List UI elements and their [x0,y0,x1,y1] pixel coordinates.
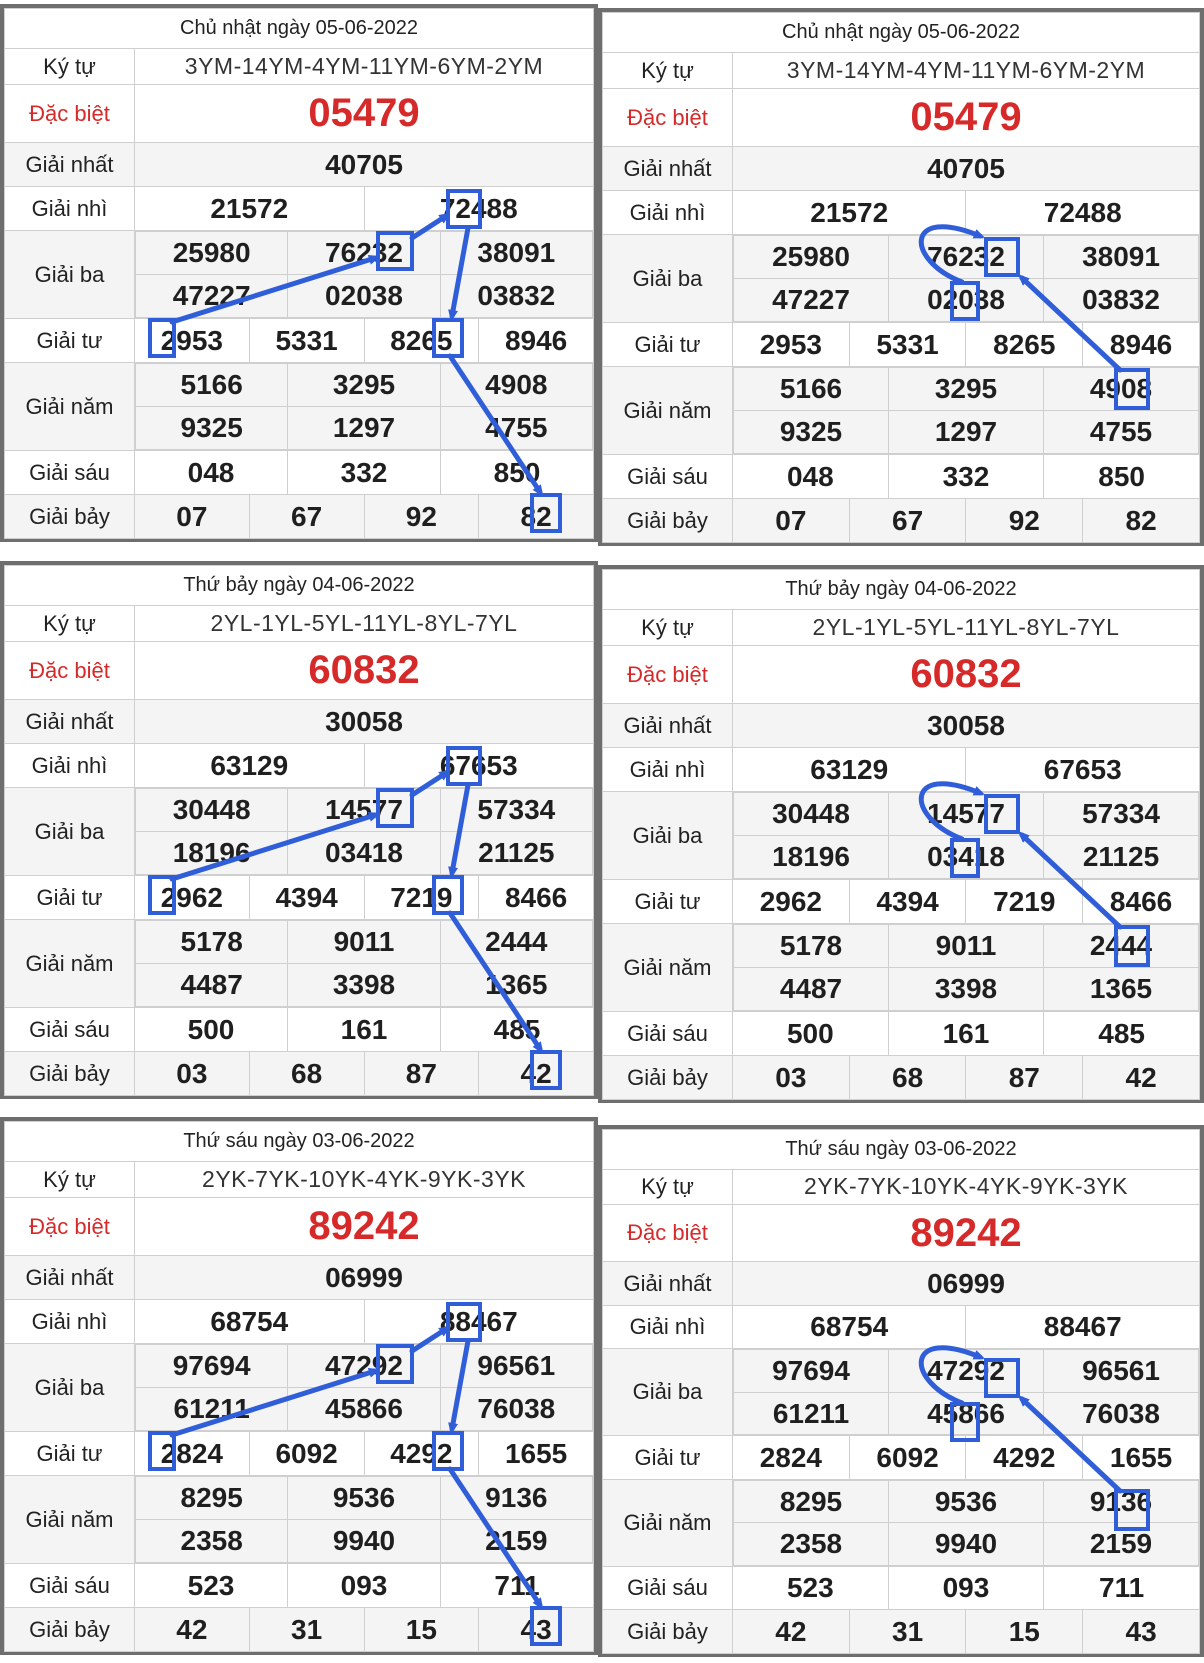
row-label: Đặc biệt [603,1205,733,1262]
prize-number: 61211 [136,1388,288,1431]
prize-number: 72488 [364,187,594,231]
prize-number: 4487 [136,964,288,1007]
row-label: Giải bảy [603,1610,733,1654]
prize-number: 42 [135,1608,250,1652]
prize-number: 30058 [733,704,1200,748]
prize-number: 523 [733,1566,889,1610]
row-label: Giải nhì [603,1305,733,1349]
prize-number: 57334 [440,789,592,832]
prize-group [733,367,1200,455]
row-label: Đặc biệt [5,642,135,700]
prize-number: 2159 [1044,1523,1199,1566]
result-table-right-3 [598,1125,1204,1657]
row-label: Giải nhất [603,704,733,748]
prize-number: 9940 [288,1520,440,1563]
prize-number: 9325 [734,411,889,454]
row-label: Giải nhất [603,1262,733,1306]
prize-number: 500 [733,1012,889,1056]
prize-number: 31 [849,1610,966,1654]
row-label: Giải ba [5,1344,135,1432]
prize-number: 43 [1083,1610,1200,1654]
prize-number: 523 [135,1564,288,1608]
kytu-value: 2YK-7YK-10YK-4YK-9YK-3YK [135,1162,594,1198]
prize-number: 45866 [288,1388,440,1431]
prize-number: 15 [966,1610,1083,1654]
prize-number: 9325 [136,407,288,450]
prize-number: 06999 [135,1256,594,1300]
prize-number: 2159 [440,1520,592,1563]
row-label: Ký tự [5,606,135,642]
row-label: Giải nhất [5,1256,135,1300]
row-label: Giải nhì [5,1300,135,1344]
prize-number: 3295 [288,364,440,407]
special-prize-number: 05479 [135,85,594,143]
prize-number: 67653 [966,748,1200,792]
prize-number: 03418 [288,832,440,875]
prize-number: 03832 [1044,279,1199,322]
prize-number: 57334 [1044,793,1199,836]
date-header: Thứ sáu ngày 03-06-2022 [603,1130,1200,1170]
prize-number: 4755 [440,407,592,450]
prize-number: 9536 [288,1477,440,1520]
row-label: Giải nhì [5,744,135,788]
prize-number: 07 [733,499,850,543]
prize-number: 88467 [364,1300,594,1344]
result-table-right-2 [598,565,1204,1103]
prize-number: 7219 [966,880,1083,924]
prize-number: 68 [249,1052,364,1096]
prize-group [135,920,594,1008]
prize-number: 2358 [734,1523,889,1566]
prize-number: 2824 [733,1436,850,1480]
row-label: Ký tự [5,1162,135,1198]
prize-number: 3398 [889,968,1044,1011]
prize-number: 9536 [889,1480,1044,1523]
prize-number: 97694 [136,1345,288,1388]
prize-number: 4394 [849,880,966,924]
date-header: Thứ bảy ngày 04-06-2022 [5,566,594,606]
prize-number: 4487 [734,968,889,1011]
prize-number: 8295 [734,1480,889,1523]
prize-number: 500 [135,1008,288,1052]
row-label: Giải bảy [5,495,135,539]
prize-number: 1365 [440,964,592,1007]
row-label: Giải năm [5,363,135,451]
prize-number: 8295 [136,1477,288,1520]
result-table-left-3 [0,1117,598,1655]
prize-number: 61211 [734,1392,889,1435]
prize-number: 18196 [136,832,288,875]
prize-number: 332 [288,451,441,495]
prize-number: 8466 [479,876,594,920]
row-label: Giải sáu [603,1566,733,1610]
row-label: Giải tư [5,876,135,920]
prize-number: 485 [441,1008,594,1052]
prize-number: 1365 [1044,968,1199,1011]
prize-number: 5166 [734,368,889,411]
prize-number: 6092 [249,1432,364,1476]
prize-number: 8946 [479,319,594,363]
date-header: Chủ nhật ngày 05-06-2022 [603,13,1200,53]
prize-number: 14577 [889,793,1044,836]
prize-number: 47292 [889,1350,1044,1393]
row-label: Giải tư [603,880,733,924]
prize-group [135,788,594,876]
prize-number: 850 [1044,455,1200,499]
prize-number: 3398 [288,964,440,1007]
row-label: Giải sáu [5,451,135,495]
prize-number: 711 [441,1564,594,1608]
prize-number: 87 [364,1052,479,1096]
prize-number: 68754 [135,1300,365,1344]
prize-number: 4908 [440,364,592,407]
date-header: Thứ bảy ngày 04-06-2022 [603,570,1200,610]
prize-number: 67653 [364,744,594,788]
row-label: Giải sáu [603,455,733,499]
prize-number: 30058 [135,700,594,744]
prize-number: 3295 [889,368,1044,411]
prize-group [733,792,1200,880]
row-label: Giải năm [603,924,733,1012]
prize-number: 5178 [734,925,889,968]
prize-number: 76232 [288,232,440,275]
prize-number: 2824 [135,1432,250,1476]
row-label: Giải nhất [5,143,135,187]
row-label: Giải ba [603,792,733,880]
row-label: Ký tự [5,49,135,85]
prize-number: 1655 [479,1432,594,1476]
row-label: Ký tự [603,53,733,89]
prize-number: 67 [249,495,364,539]
row-label: Giải năm [603,1479,733,1566]
prize-number: 5166 [136,364,288,407]
prize-number: 161 [288,1008,441,1052]
prize-number: 03 [135,1052,250,1096]
prize-number: 88467 [966,1305,1200,1349]
prize-number: 8466 [1083,880,1200,924]
prize-number: 4292 [966,1436,1083,1480]
prize-number: 45866 [889,1392,1044,1435]
prize-number: 21572 [135,187,365,231]
prize-number: 76038 [440,1388,592,1431]
row-label: Đặc biệt [603,89,733,147]
prize-number: 02038 [889,279,1044,322]
row-label: Giải tư [5,319,135,363]
prize-number: 093 [288,1564,441,1608]
prize-number: 332 [888,455,1044,499]
prize-number: 4755 [1044,411,1199,454]
prize-number: 711 [1044,1566,1200,1610]
prize-number: 68754 [733,1305,966,1349]
kytu-value: 2YK-7YK-10YK-4YK-9YK-3YK [733,1169,1200,1205]
prize-number: 07 [135,495,250,539]
row-label: Giải sáu [5,1564,135,1608]
prize-number: 850 [441,451,594,495]
prize-number: 25980 [734,236,889,279]
prize-number: 76232 [889,236,1044,279]
prize-number: 5331 [849,323,966,367]
prize-number: 2953 [733,323,850,367]
row-label: Giải ba [5,788,135,876]
prize-number: 03 [733,1056,850,1100]
prize-number: 048 [733,455,889,499]
prize-number: 5178 [136,921,288,964]
prize-number: 76038 [1044,1392,1199,1435]
prize-number: 82 [1083,499,1200,543]
prize-number: 1297 [288,407,440,450]
prize-number: 97694 [734,1350,889,1393]
row-label: Giải năm [5,1476,135,1564]
prize-group [733,1349,1200,1436]
prize-number: 8265 [364,319,479,363]
kytu-value: 2YL-1YL-5YL-11YL-8YL-7YL [135,606,594,642]
prize-number: 30448 [136,789,288,832]
prize-number: 485 [1044,1012,1200,1056]
row-label: Giải tư [603,1436,733,1480]
prize-number: 2444 [440,921,592,964]
row-label: Giải tư [5,1432,135,1476]
prize-number: 31 [249,1608,364,1652]
date-header: Chủ nhật ngày 05-06-2022 [5,9,594,49]
prize-number: 9136 [440,1477,592,1520]
row-label: Giải ba [603,235,733,323]
prize-number: 21125 [1044,836,1199,879]
date-header: Thứ sáu ngày 03-06-2022 [5,1122,594,1162]
row-label: Giải nhì [603,191,733,235]
prize-number: 92 [966,499,1083,543]
prize-number: 87 [966,1056,1083,1100]
prize-number: 4394 [249,876,364,920]
prize-number: 40705 [135,143,594,187]
prize-number: 2358 [136,1520,288,1563]
prize-number: 6092 [849,1436,966,1480]
prize-number: 25980 [136,232,288,275]
row-label: Giải năm [603,367,733,455]
prize-number: 161 [888,1012,1044,1056]
prize-number: 06999 [733,1262,1200,1306]
prize-group [733,924,1200,1012]
row-label: Giải năm [5,920,135,1008]
result-table-right-1 [598,8,1204,546]
prize-number: 72488 [966,191,1200,235]
row-label: Đặc biệt [5,1198,135,1256]
row-label: Ký tự [603,610,733,646]
prize-number: 048 [135,451,288,495]
prize-number: 9136 [1044,1480,1199,1523]
prize-number: 42 [1083,1056,1200,1100]
prize-number: 03832 [440,275,592,318]
row-label: Giải ba [5,231,135,319]
prize-number: 18196 [734,836,889,879]
prize-number: 9940 [889,1523,1044,1566]
prize-number: 1297 [889,411,1044,454]
prize-number: 42 [733,1610,850,1654]
prize-number: 8946 [1083,323,1200,367]
row-label: Giải bảy [5,1052,135,1096]
prize-group [135,1344,594,1432]
prize-number: 14577 [288,789,440,832]
special-prize-number: 89242 [135,1198,594,1256]
kytu-value: 3YM-14YM-4YM-11YM-6YM-2YM [733,53,1200,89]
prize-number: 63129 [733,748,966,792]
result-table-left-2 [0,561,598,1099]
prize-number: 68 [849,1056,966,1100]
prize-group [733,1479,1200,1566]
prize-number: 96561 [440,1345,592,1388]
prize-number: 38091 [440,232,592,275]
prize-number: 093 [888,1566,1044,1610]
prize-number: 5331 [249,319,364,363]
row-label: Giải nhì [5,187,135,231]
prize-number: 42 [479,1052,594,1096]
prize-number: 92 [364,495,479,539]
prize-group [135,1476,594,1564]
prize-number: 96561 [1044,1350,1199,1393]
prize-number: 67 [849,499,966,543]
prize-number: 21572 [733,191,966,235]
prize-number: 9011 [288,921,440,964]
row-label: Giải sáu [603,1012,733,1056]
prize-number: 9011 [889,925,1044,968]
prize-number: 2962 [135,876,250,920]
special-prize-number: 05479 [733,89,1200,147]
prize-number: 8265 [966,323,1083,367]
prize-number: 21125 [440,832,592,875]
prize-group [733,235,1200,323]
row-label: Đặc biệt [5,85,135,143]
prize-group [135,231,594,319]
prize-number: 43 [479,1608,594,1652]
prize-number: 30448 [734,793,889,836]
prize-number: 2962 [733,880,850,924]
prize-group [135,363,594,451]
row-label: Giải bảy [603,1056,733,1100]
prize-number: 4292 [364,1432,479,1476]
row-label: Ký tự [603,1169,733,1205]
prize-number: 15 [364,1608,479,1652]
prize-number: 02038 [288,275,440,318]
prize-number: 2953 [135,319,250,363]
prize-number: 1655 [1083,1436,1200,1480]
prize-number: 63129 [135,744,365,788]
prize-number: 47227 [734,279,889,322]
prize-number: 03418 [889,836,1044,879]
row-label: Giải nhất [5,700,135,744]
row-label: Giải ba [603,1349,733,1436]
row-label: Giải bảy [5,1608,135,1652]
row-label: Giải nhì [603,748,733,792]
special-prize-number: 89242 [733,1205,1200,1262]
prize-number: 82 [479,495,594,539]
prize-number: 4908 [1044,368,1199,411]
kytu-value: 3YM-14YM-4YM-11YM-6YM-2YM [135,49,594,85]
kytu-value: 2YL-1YL-5YL-11YL-8YL-7YL [733,610,1200,646]
row-label: Giải sáu [5,1008,135,1052]
prize-number: 7219 [364,876,479,920]
prize-number: 47227 [136,275,288,318]
prize-number: 47292 [288,1345,440,1388]
row-label: Giải nhất [603,147,733,191]
prize-number: 2444 [1044,925,1199,968]
row-label: Giải tư [603,323,733,367]
row-label: Đặc biệt [603,646,733,704]
special-prize-number: 60832 [135,642,594,700]
prize-number: 38091 [1044,236,1199,279]
row-label: Giải bảy [603,499,733,543]
special-prize-number: 60832 [733,646,1200,704]
result-table-left-1 [0,4,598,542]
prize-number: 40705 [733,147,1200,191]
